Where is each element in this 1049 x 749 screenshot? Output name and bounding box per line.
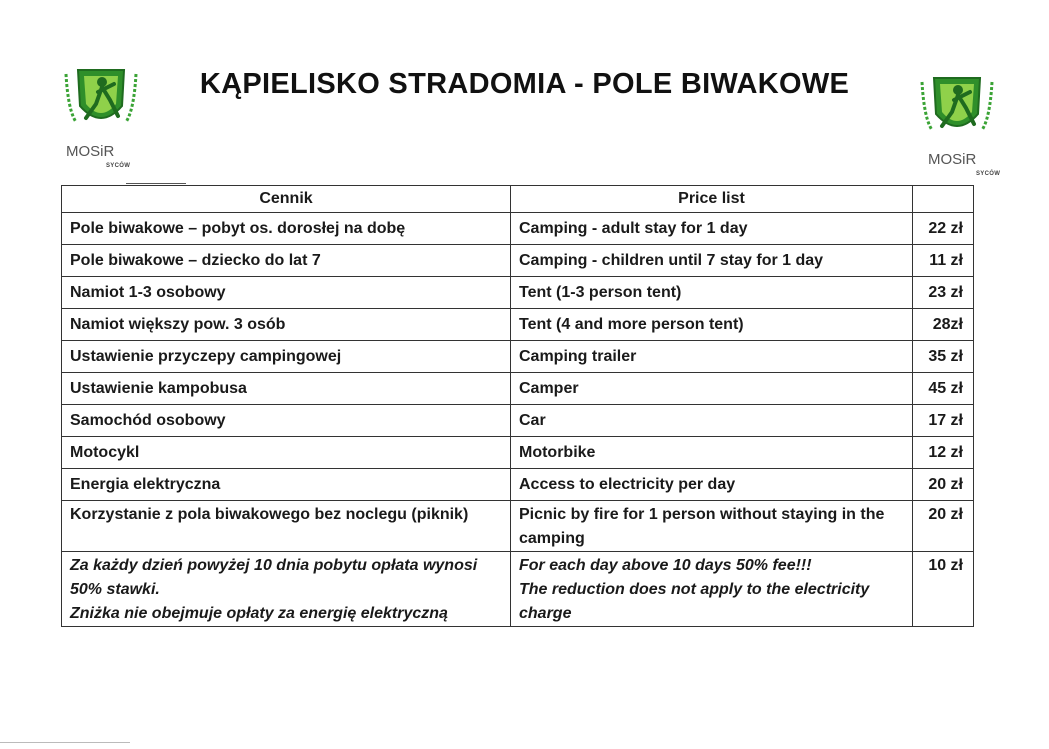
cell-pl: Namiot większy pow. 3 osób: [62, 309, 511, 341]
cell-price: 28zł: [913, 309, 974, 341]
logo-left: [56, 60, 146, 169]
cell-en: Picnic by fire for 1 person without staying in the camping: [511, 501, 913, 552]
cell-pl: Pole biwakowe – dziecko do lat 7: [62, 245, 511, 277]
cell-pl: Namiot 1-3 osobowy: [62, 277, 511, 309]
cell-pl: Ustawienie kampobusa: [62, 373, 511, 405]
cell-en: Motorbike: [511, 437, 913, 469]
table-row: [62, 437, 974, 469]
cell-price: 22 zł: [913, 213, 974, 245]
cell-price: 17 zł: [913, 405, 974, 437]
cell-en: Tent (1-3 person tent): [511, 277, 913, 309]
cell-pl: Energia elektryczna: [62, 469, 511, 501]
cell-pl: Korzystanie z pola biwakowego bez noclegu (piknik): [62, 501, 511, 552]
cell-en: Camper: [511, 373, 913, 405]
note-en-line1: For each day above 10 days 50% fee!!!: [519, 557, 812, 574]
table-row: [62, 213, 974, 245]
table-row: [62, 309, 974, 341]
table-row: [62, 405, 974, 437]
cell-price: 20 zł: [913, 501, 974, 552]
page-title: KĄPIELISKO STRADOMIA - POLE BIWAKOWE: [199, 68, 850, 100]
cell-en: Camping - adult stay for 1 day: [511, 213, 913, 245]
mosir-shield-icon: [56, 60, 146, 140]
cell-pl: Pole biwakowe – pobyt os. dorosłej na dobę: [62, 213, 511, 245]
header-cennik: Cennik: [62, 186, 511, 213]
logo-sub-text: SYCÓW: [106, 163, 131, 169]
cell-price: 11 zł: [913, 245, 974, 277]
cell-price: 20 zł: [913, 469, 974, 501]
cell-price: 35 zł: [913, 341, 974, 373]
table-row: [62, 245, 974, 277]
cell-pl: Motocykl: [62, 437, 511, 469]
logo-rule: [126, 183, 186, 184]
table-row: [62, 277, 974, 309]
table-row: [62, 341, 974, 373]
cell-price: 10 zł: [913, 552, 974, 627]
logo-sub-text: SYCÓW: [976, 171, 1001, 177]
cell-note-pl: [62, 552, 511, 627]
mosir-shield-icon: [912, 68, 1002, 148]
cell-en: Access to electricity per day: [511, 469, 913, 501]
table-row: [62, 501, 974, 552]
header-price-list: Price list: [511, 186, 913, 213]
price-table: [61, 185, 974, 627]
table-header-row: [62, 186, 974, 213]
cell-en: Car: [511, 405, 913, 437]
note-pl-line2: Zniżka nie obejmuje opłaty za energię elektryczną: [70, 605, 448, 622]
logo-brand-text: MOSiR SYCÓW: [66, 144, 146, 160]
page-edge-line: [0, 742, 130, 743]
logo-brand-text: MOSiR SYCÓW: [928, 152, 1002, 168]
note-pl-line1: Za każdy dzień powyżej 10 dnia pobytu opłata wynosi 50% stawki.: [70, 557, 478, 598]
cell-note-en: [511, 552, 913, 627]
table-row: [62, 373, 974, 405]
cell-pl: Samochód osobowy: [62, 405, 511, 437]
cell-price: 23 zł: [913, 277, 974, 309]
note-en-line2: The reduction does not apply to the electricity charge: [519, 581, 870, 622]
cell-pl: Ustawienie przyczepy campingowej: [62, 341, 511, 373]
cell-price: 12 zł: [913, 437, 974, 469]
cell-en: Tent (4 and more person tent): [511, 309, 913, 341]
cell-en: Camping - children until 7 stay for 1 day: [511, 245, 913, 277]
cell-price: 45 zł: [913, 373, 974, 405]
table-row-note: [62, 552, 974, 627]
table-row: [62, 469, 974, 501]
logo-right: [912, 68, 1002, 177]
cell-en: Camping trailer: [511, 341, 913, 373]
header-price: [913, 186, 974, 213]
